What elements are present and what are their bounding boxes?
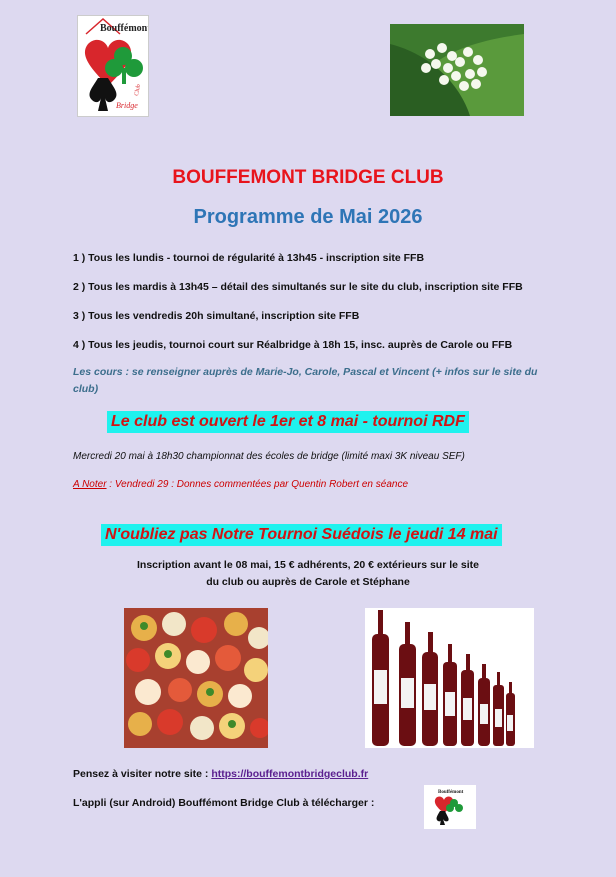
wine-bottles-image xyxy=(365,608,534,748)
visit-site-line xyxy=(73,768,368,780)
logo-brand: Bouffémont xyxy=(100,23,148,34)
appetizers-image xyxy=(124,608,268,748)
note-text: : Vendredi 29 : Donnes commentées par Quentin Robert en séance xyxy=(106,479,409,490)
wednesday-championship: Mercredi 20 mai à 18h30 championnat des écoles de bridge (limité maxi 3K niveau SEF) xyxy=(73,451,465,462)
program-item-3: 3 ) Tous les vendredis 20h simultané, inscription site FFB xyxy=(73,310,360,322)
club-logo xyxy=(77,15,149,117)
club-logo-icon xyxy=(78,16,148,116)
logo-club: Club xyxy=(134,83,142,97)
courses-info: Les cours : se renseigner auprès de Marie-Jo, Carole, Pascal et Vincent (+ infos sur le site du club) xyxy=(73,366,538,395)
logo-script: Bridge xyxy=(116,101,138,110)
page-title: BOUFFEMONT BRIDGE CLUB xyxy=(172,167,444,188)
app-logo-brand: Bouffémont xyxy=(438,790,464,795)
program-item-1: 1 ) Tous les lundis - tournoi de régularité à 13h45 - inscription site FFB xyxy=(73,252,425,264)
app-logo-icon[interactable] xyxy=(424,785,476,829)
app-download-text: L'appli (sur Android) Bouffémont Bridge Club à télécharger : xyxy=(73,797,375,809)
note-line xyxy=(73,479,408,490)
visit-text: Pensez à visiter notre site : xyxy=(73,768,212,780)
inscription-line-1: Inscription avant le 08 mai, 15 € adhérents, 20 € extérieurs sur le site xyxy=(137,559,479,571)
note-label: A Noter xyxy=(73,479,107,490)
club-open-banner: Le club est ouvert le 1er et 8 mai - tournoi RDF xyxy=(107,411,469,433)
program-item-2: 2 ) Tous les mardis à 13h45 – détail des simultanés sur le site du club, inscription site FFB xyxy=(73,281,523,293)
program-item-4: 4 ) Tous les jeudis, tournoi court sur Réalbridge à 18h 15, insc. auprès de Carole ou FFB xyxy=(73,339,513,351)
lily-of-the-valley-image xyxy=(390,24,524,116)
club-website-link[interactable]: https://bouffemontbridgeclub.fr xyxy=(211,768,369,780)
program-subtitle: Programme de Mai 2026 xyxy=(193,206,423,228)
inscription-line-2: du club ou auprès de Carole et Stéphane xyxy=(206,576,410,588)
tournament-banner: N'oubliez pas Notre Tournoi Suédois le jeudi 14 mai xyxy=(101,524,502,546)
inscription-info xyxy=(0,557,616,591)
